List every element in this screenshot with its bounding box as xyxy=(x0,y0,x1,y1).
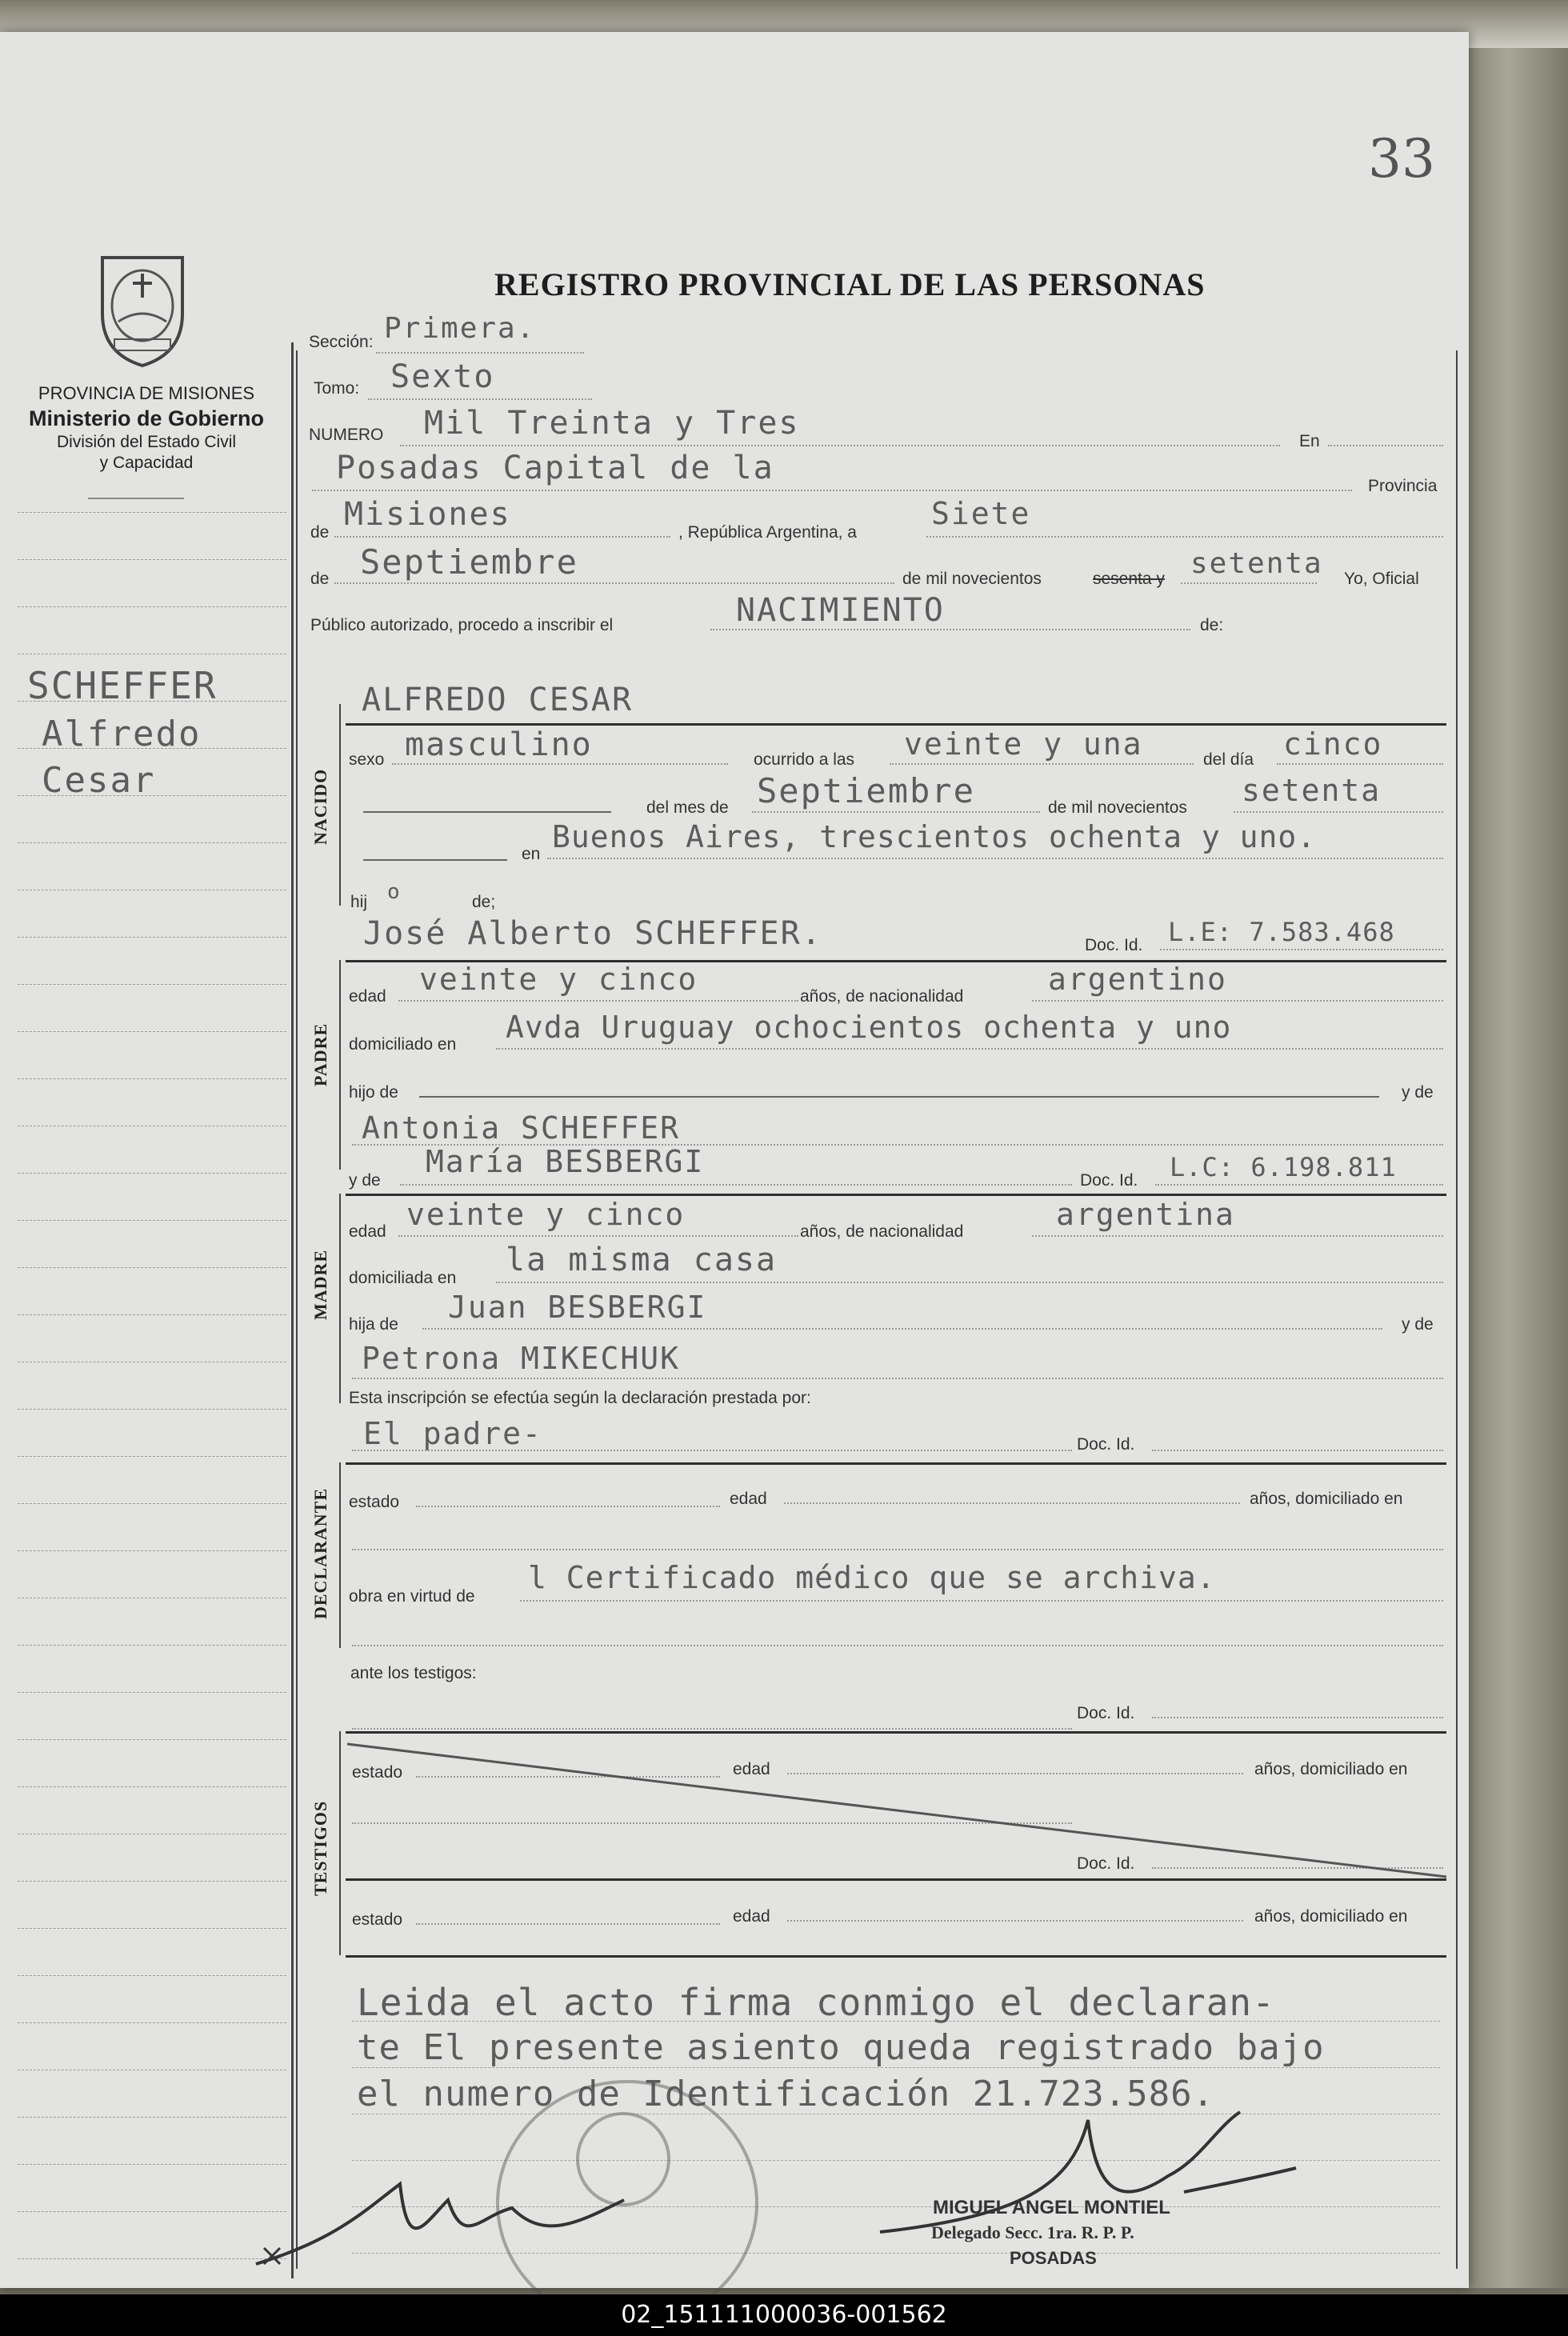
declarante-line xyxy=(352,1450,1072,1451)
madre-label: MADRE xyxy=(310,1249,330,1320)
sexo-value: masculino xyxy=(405,726,593,763)
testigo1-doc-line xyxy=(1152,1717,1443,1718)
image-id-footer: 02_151111000036-001562 xyxy=(0,2294,1568,2336)
testigo1-estado-label: estado xyxy=(352,1763,403,1782)
margin-ruled-line xyxy=(18,1881,286,1882)
record-sheet xyxy=(0,32,1469,2288)
ministry-name: Ministerio de Gobierno xyxy=(28,406,265,430)
madre-dom-value: la misma casa xyxy=(506,1242,778,1278)
padre-doc-value: L.E: 7.583.468 xyxy=(1168,917,1395,947)
inscripcion-line xyxy=(710,629,1190,630)
nacido-label: NACIDO xyxy=(310,768,330,845)
margin-ruled-line xyxy=(18,1645,286,1646)
madre-edad-label: edad xyxy=(349,1222,386,1241)
margin-ruled-line xyxy=(18,1503,286,1504)
division-line-1: División del Estado Civil xyxy=(56,433,237,451)
margin-ruled-line xyxy=(18,1456,286,1457)
madre-edad-value: veinte y cinco xyxy=(406,1197,686,1232)
margin-ruled-line xyxy=(18,1409,286,1410)
obra-label: obra en virtud de xyxy=(349,1587,475,1606)
seccion-line xyxy=(376,352,584,354)
margin-note-name: Alfredo xyxy=(42,714,202,754)
madre-nac-label: años, de nacionalidad xyxy=(800,1222,964,1241)
padre-dom-value: Avda Uruguay ochocientos ochenta y uno xyxy=(506,1010,1232,1045)
declarante-doc-label: Doc. Id. xyxy=(1077,1435,1135,1454)
testigo2-edad-line xyxy=(787,1920,1243,1922)
testigo2-edad-label: edad xyxy=(733,1907,770,1926)
margin-ruled-line xyxy=(18,606,286,607)
de-label-1: de xyxy=(310,523,330,542)
margin-ruled-line xyxy=(18,1739,286,1740)
madre-doc-line xyxy=(1155,1184,1443,1186)
hora-value: veinte y una xyxy=(904,726,1143,762)
declarante-anos-label: años, domiciliado en xyxy=(1250,1490,1403,1508)
margin-note-surname: SCHEFFER xyxy=(27,664,218,707)
closing-line-3: el numero de Identificación 21.723.586. xyxy=(357,2074,1215,2114)
declarant-signature-icon xyxy=(240,2152,640,2296)
closing-line-2: te El presente asiento queda registrado bajo xyxy=(357,2027,1325,2068)
madre-nombre-line xyxy=(400,1184,1072,1186)
padre-nac-value: argentino xyxy=(1048,962,1227,997)
lugar-value: Posadas Capital de la xyxy=(336,450,774,486)
testigo1-edad-label: edad xyxy=(733,1760,770,1778)
padre-doc-label: Doc. Id. xyxy=(1085,936,1143,954)
tomo-line xyxy=(368,398,592,400)
abuela-materna-line xyxy=(352,1378,1443,1379)
margin-ruled-line xyxy=(18,1786,286,1787)
dia-nac-line xyxy=(1277,763,1443,765)
padre-edad-label: edad xyxy=(349,987,386,1006)
margin-note-middle: Cesar xyxy=(42,760,156,801)
madre-doc-label: Doc. Id. xyxy=(1080,1171,1138,1190)
nombre-value: ALFREDO CESAR xyxy=(362,682,634,718)
testigos-label: TESTIGOS xyxy=(310,1800,330,1896)
margin-ruled-line xyxy=(18,1928,286,1929)
obra-value: l Certificado médico que se archiva. xyxy=(528,1560,1216,1595)
province-name: PROVINCIA DE MISIONES xyxy=(38,383,255,403)
del-dia-label: del día xyxy=(1203,750,1254,769)
testigos-top-rule xyxy=(346,1731,1446,1734)
margin-ruled-line xyxy=(18,1314,286,1315)
sexo-line xyxy=(392,763,728,765)
official-city: POSADAS xyxy=(1010,2248,1097,2268)
padre-nac-label: años, de nacionalidad xyxy=(800,987,964,1006)
madre-nombre-value: María BESBERGI xyxy=(426,1144,705,1179)
mes-nac-value: Septiembre xyxy=(757,771,975,810)
del-mes-label: del mes de xyxy=(646,798,729,817)
declarante-doc-line xyxy=(1152,1450,1443,1451)
yo-oficial-label: Yo, Oficial xyxy=(1344,570,1419,588)
closing-line-1: Leida el acto firma conmigo el declaran- xyxy=(357,1981,1275,2024)
testigo1-name-line xyxy=(352,1728,1072,1730)
hora-line xyxy=(890,763,1194,765)
page-number: 33 xyxy=(1368,128,1435,190)
tomo-value: Sexto xyxy=(390,358,495,395)
margin-ruled-line xyxy=(18,2117,286,2118)
lugar-nac-line xyxy=(547,858,1443,859)
padre-dom-line xyxy=(496,1048,1443,1050)
margin-ruled-line xyxy=(18,1173,286,1174)
margin-ruled-line xyxy=(18,512,286,513)
lugar-line xyxy=(312,490,1352,491)
madre-yde-label: y de xyxy=(349,1171,381,1190)
numero-value: Mil Treinta y Tres xyxy=(424,405,800,442)
provincia-value: Misiones xyxy=(344,496,511,533)
seccion-value: Primera. xyxy=(384,312,536,345)
madre-dom-line xyxy=(496,1282,1443,1283)
de-semi-label: de; xyxy=(472,893,496,911)
declarante-top-rule xyxy=(346,1462,1446,1465)
lugar-nac-value: Buenos Aires, trescientos ochenta y uno. xyxy=(552,819,1317,854)
official-role: Delegado Secc. 1ra. R. P. P. xyxy=(931,2222,1134,2242)
fecha-dia-value: Siete xyxy=(931,496,1031,531)
mil-novecientos-label: de mil novecientos xyxy=(902,570,1042,588)
publico-label: Público autorizado, procedo a inscribir el xyxy=(310,616,614,634)
blank-rule-2 xyxy=(363,859,507,861)
dia-nac-value: cinco xyxy=(1283,726,1383,762)
testigos-bottom-rule xyxy=(346,1955,1446,1958)
declaracion-label: Esta inscripción se efectúa según la declaración prestada por: xyxy=(349,1389,811,1407)
abuelo-materno-value: Juan BESBERGI xyxy=(448,1290,707,1325)
madre-doc-value: L.C: 6.198.811 xyxy=(1170,1152,1397,1182)
declarante-label: DECLARANTE xyxy=(310,1487,330,1619)
padre-edad-line xyxy=(398,1000,798,1002)
hij-suffix: o xyxy=(387,880,402,904)
abuela-materna-value: Petrona MIKECHUK xyxy=(362,1341,681,1376)
en-lugar-label: en xyxy=(522,845,541,863)
numero-label: NUMERO xyxy=(309,426,384,444)
nombre-rule xyxy=(346,723,1446,726)
mes-nac-line xyxy=(752,811,1040,813)
declarante-estado-label: estado xyxy=(349,1493,400,1511)
margin-ruled-line xyxy=(18,1975,286,1976)
padre-nac-line xyxy=(1032,1000,1443,1002)
testigo2-estado-line xyxy=(416,1923,720,1925)
numero-line xyxy=(400,445,1280,446)
declarante-value: El padre- xyxy=(363,1416,542,1451)
padre-edad-value: veinte y cinco xyxy=(419,962,698,997)
anio-line xyxy=(1181,582,1317,584)
official-name: MIGUEL ANGEL MONTIEL xyxy=(933,2197,1170,2218)
provincia-line xyxy=(334,536,670,538)
padre-hijo-label: hijo de xyxy=(349,1083,398,1102)
de-mil-nov-label: de mil novecientos xyxy=(1048,798,1187,817)
anio-value: setenta xyxy=(1190,547,1323,580)
padre-doc-line xyxy=(1160,949,1443,950)
madre-top-rule xyxy=(346,1194,1446,1196)
de-colon-label: de: xyxy=(1200,616,1224,634)
testigos-intro-label: ante los testigos: xyxy=(350,1664,477,1682)
blank-rule-1 xyxy=(363,811,611,813)
testigo2-estado-label: estado xyxy=(352,1910,403,1929)
padre-dom-label: domiciliado en xyxy=(349,1035,457,1054)
fecha-dia-line xyxy=(926,536,1443,538)
margin-ruled-line xyxy=(18,2022,286,2023)
testigos-strike-line xyxy=(344,1741,1456,1882)
margin-column xyxy=(6,342,294,2278)
seccion-label: Sección: xyxy=(309,333,374,351)
stacked-pages-edge xyxy=(1469,48,1568,2288)
margin-ruled-line xyxy=(18,559,286,560)
declarante-dom-line xyxy=(352,1549,1443,1550)
declarante-estado-line xyxy=(416,1506,720,1507)
en-label: En xyxy=(1299,432,1320,450)
document-title: REGISTRO PROVINCIAL DE LAS PERSONAS xyxy=(494,266,1206,302)
madre-yde2-label: y de xyxy=(1402,1315,1434,1334)
ocurrido-label: ocurrido a las xyxy=(754,750,855,769)
division-line-2: y Capacidad xyxy=(99,454,194,472)
anio-nac-line xyxy=(1234,811,1443,813)
madre-dom-label: domiciliada en xyxy=(349,1269,457,1287)
madre-edad-line xyxy=(398,1235,798,1237)
sesenta-label: sesenta y xyxy=(1093,570,1165,588)
margin-ruled-line xyxy=(18,984,286,985)
fecha-mes-line xyxy=(334,582,894,584)
margin-ruled-line xyxy=(18,1078,286,1079)
de-label-2: de xyxy=(310,570,330,588)
padre-yde-label: y de xyxy=(1402,1083,1434,1102)
margin-ruled-line xyxy=(18,1031,286,1032)
madre-nac-line xyxy=(1032,1235,1443,1237)
madre-hija-line xyxy=(422,1328,1382,1330)
tomo-label: Tomo: xyxy=(314,379,360,398)
testigo2-anos-label: años, domiciliado en xyxy=(1254,1907,1408,1926)
republica-label: , República Argentina, a xyxy=(678,523,857,542)
margin-ruled-line xyxy=(18,842,286,843)
padre-nombre-value: José Alberto SCHEFFER. xyxy=(363,915,822,952)
hij-label: hij xyxy=(350,893,368,911)
obra-line xyxy=(520,1600,1443,1602)
en-line xyxy=(1328,445,1443,446)
anio-nac-value: setenta xyxy=(1242,773,1382,808)
abuela-paterna-value: Antonia SCHEFFER xyxy=(362,1110,681,1146)
padre-label: PADRE xyxy=(310,1022,330,1086)
madre-nac-value: argentina xyxy=(1056,1197,1235,1232)
inscripcion-value: NACIMIENTO xyxy=(736,592,945,629)
testigo1-anos-label: años, domiciliado en xyxy=(1254,1760,1408,1778)
testigo1-doc-label: Doc. Id. xyxy=(1077,1704,1135,1722)
madre-hija-label: hija de xyxy=(349,1315,398,1334)
testigo2-doc-label: Doc. Id. xyxy=(1077,1854,1135,1873)
margin-ruled-line xyxy=(18,1267,286,1268)
declarante-edad-line xyxy=(784,1502,1240,1504)
fecha-mes-value: Septiembre xyxy=(360,542,578,582)
margin-ruled-line xyxy=(18,1550,286,1551)
provincia-label: Provincia xyxy=(1368,477,1438,495)
declarante-edad-label: edad xyxy=(730,1490,767,1508)
padre-hijo-line xyxy=(419,1096,1379,1098)
margin-ruled-line xyxy=(18,937,286,938)
margin-ruled-line xyxy=(18,1692,286,1693)
margin-ruled-line xyxy=(18,1220,286,1221)
sexo-label: sexo xyxy=(349,750,385,769)
obra-line-2 xyxy=(352,1645,1443,1646)
